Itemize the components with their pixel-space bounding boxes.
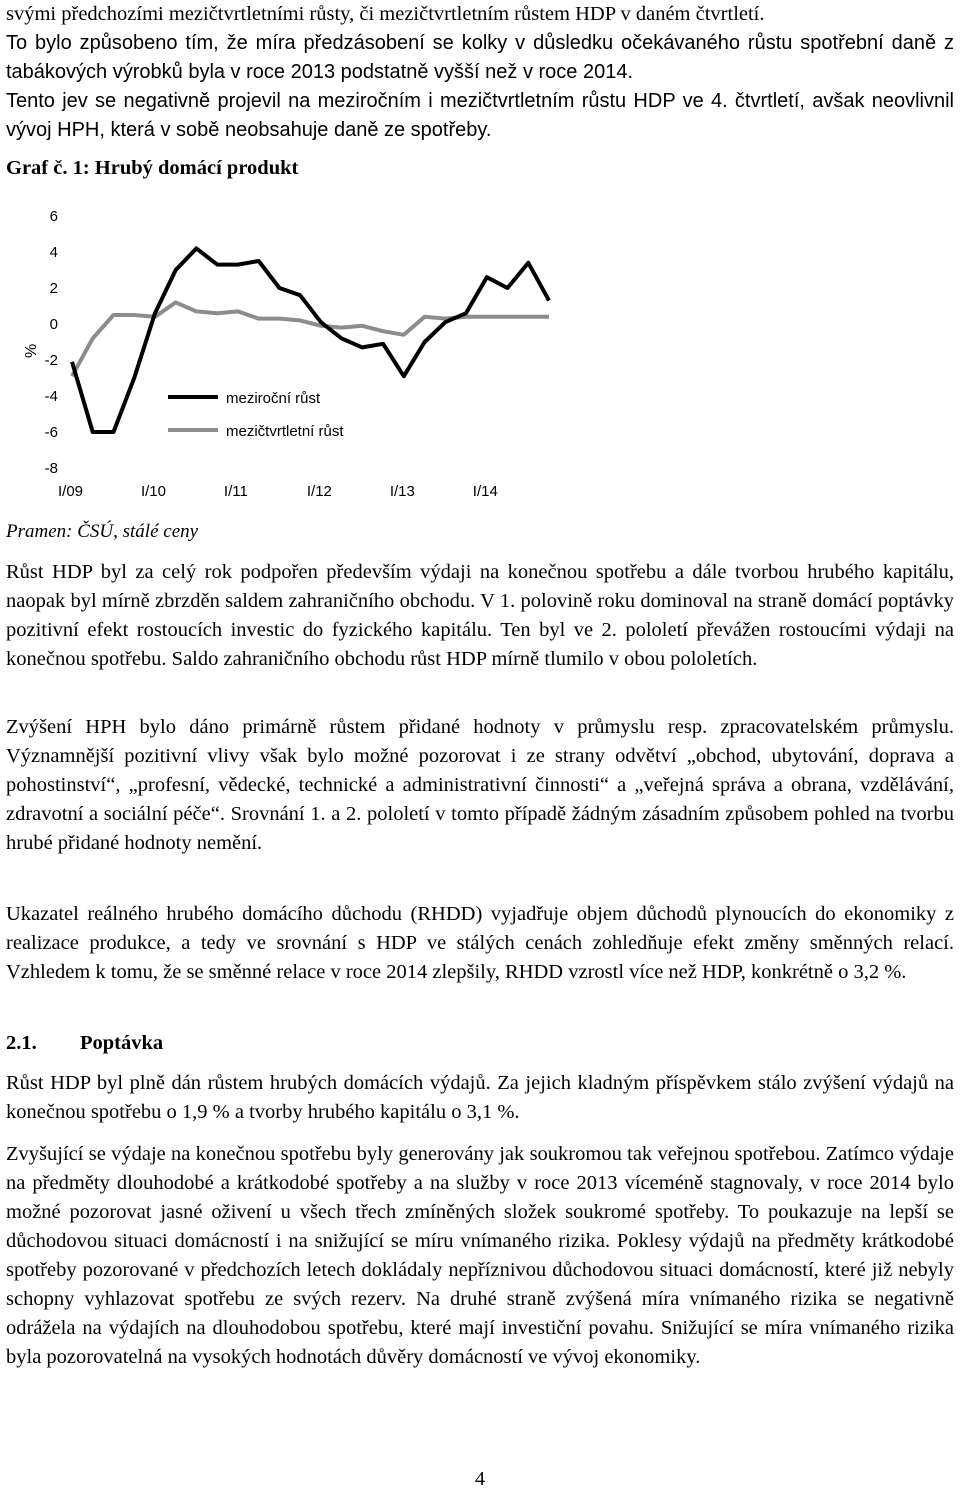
intro-line-4-5: Tento jev se negativně projevil na meziročním i mezičtvrtletním růstu HDP ve 4. čtvrtletí, avšak neovlivnil vývoj HPH, která v sobě neobsahuje daně ze spotřeby. — [6, 90, 954, 141]
x-tick-label: I/12 — [306, 483, 332, 500]
x-tick-label: I/09 — [58, 483, 84, 500]
y-tick-label: 4 — [49, 244, 58, 261]
x-tick-label: I/10 — [140, 483, 166, 500]
y-axis-label: % — [23, 343, 40, 358]
x-axis-ticks — [58, 483, 498, 500]
chart-legend — [156, 382, 376, 452]
section-number: 2.1. — [6, 1032, 37, 1054]
y-tick-label: -4 — [44, 388, 58, 405]
paragraph-3: Ukazatel reálného hrubého domácího důchodu (RHDD) vyjadřuje objem důchodů plynoucích do ekonomiky z realizace produkce, a tedy ve srovnání s HDP ve stálých cenách zohledňuje efekt změny směnných relací. Vzhledem k tomu, že se směnné relace v roce 2014 zlepšily, RHDD vzrostl více než HDP, konkrétně o 3,2 %. — [6, 903, 954, 983]
legend-label-quarterly: mezičtvrtletní růst — [226, 423, 344, 440]
x-tick-label: I/11 — [223, 483, 248, 500]
graph-title: Graf č. 1: Hrubý domácí produkt — [6, 157, 299, 179]
y-tick-label: 0 — [49, 316, 58, 333]
page-number: 4 — [475, 1468, 485, 1490]
section-heading — [6, 1029, 163, 1058]
y-tick-label: 6 — [49, 208, 58, 225]
y-tick-label: -6 — [44, 424, 58, 441]
paragraph-5: Zvyšující se výdaje na konečnou spotřebu byly generovány jak soukromou tak veřejnou spotřebou. Zatímco výdaje na předměty dlouhodobé a krátkodobé spotřeby a na služby v roce 2013 víceméně stagnovaly, v roce 2014 bylo možné pozorovat jasné oživení u všech třech zmíněných složek soukromé spotřeby. To poukazuje na lepší se důchodovou situaci domácností i na snižující se míru vnímaného rizika. Poklesy výdajů na předměty krátkodobé spotřeby pozorované v předchozích letech dokládaly nepříznivou důchodovou situaci domácností, které již nebyly schopny vyhlazovat spotřebu ze svých rezerv. Na druhé straně zvýšená míra vnímaného rizika se negativně odrážela na výdajích na dlouhodobou spotřebu, které mají investiční povahu. Snižující se míra vnímaného rizika byla pozorovatelná na vysokých hodnotách důvěry domácností ve vývoj ekonomiky. — [6, 1143, 954, 1368]
section-title: Poptávka — [80, 1032, 164, 1054]
y-tick-label: -8 — [44, 460, 58, 477]
y-tick-label: -2 — [44, 352, 58, 369]
x-tick-label: I/13 — [389, 483, 415, 500]
legend-label-annual: meziroční růst — [226, 390, 321, 407]
paragraph-2: Zvýšení HPH bylo dáno primárně růstem přidané hodnoty v průmyslu resp. zpracovatelském průmyslu. Významnější pozitivní vlivy však bylo možné pozorovat i ze strany odvětví „obchod, ubytování, doprava a pohostinství“, „profesní, vědecké, technické a administrativní činnosti“ a „veřejná správa a obrana, vzdělávání, zdravotní a sociální péče“. Srovnání 1. a 2. pololetí v tomto případě žádným zásadním způsobem pohled na tvorbu hrubé přidané hodnoty nemění. — [6, 716, 954, 854]
paragraph-4: Růst HDP byl plně dán růstem hrubých domácích výdajů. Za jejich kladným příspěvkem stálo zvýšení výdajů na konečnou spotřebu o 1,9 % a tvorby hrubého kapitálu o 3,1 %. — [6, 1072, 954, 1123]
intro-line-1: svými předchozími mezičtvrtletními růsty, či mezičtvrtletním růstem HDP v daném čtvrtletí. — [6, 3, 765, 25]
paragraph-1: Růst HDP byl za celý rok podpořen především výdaji na konečnou spotřebu a dále tvorbou hrubého kapitálu, naopak byl mírně zbrzděn saldem zahraničního obchodu. V 1. polovině roku dominoval na straně domácí poptávky pozitivní efekt rostoucích investic do fyzického kapitálu. Ten byl ve 2. pololetí převážen rostoucími výdaji na konečnou spotřebu. Saldo zahraničního obchodu růst HDP mírně tlumilo v obou pololetích. — [6, 561, 954, 670]
x-tick-label: I/14 — [472, 483, 498, 500]
y-tick-label: 2 — [49, 280, 58, 297]
intro-line-2-3: To bylo způsobeno tím, že míra předzásobení se kolky v důsledku očekávaného růstu spotřební daně z tabákových výrobků byla v roce 2013 podstatně vyšší než v roce 2014. — [6, 32, 954, 83]
chart-source: Pramen: ČSÚ, stálé ceny — [6, 521, 199, 542]
gdp-line-chart — [6, 198, 566, 508]
series-line-quarterly — [72, 302, 549, 376]
y-axis-ticks — [45, 208, 58, 477]
